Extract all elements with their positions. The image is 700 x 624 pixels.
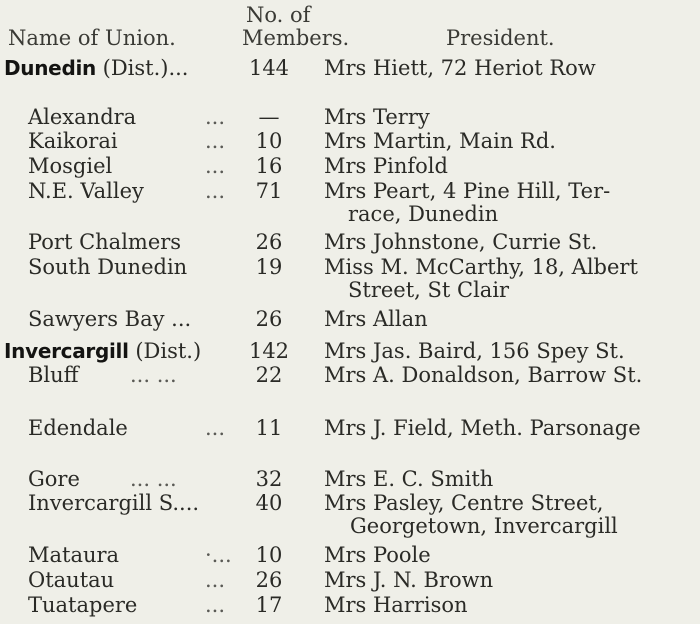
union-name-text: (Dist.) [128,339,202,363]
union-name-text: Kaikorai [28,129,118,153]
union-name [28,417,128,439]
president-name: Mrs Pinfold [324,154,448,178]
union-name [28,594,137,616]
leader-dots: ... [205,416,226,440]
president-name: Mrs Jas. Baird, 156 Spey St. [324,339,625,363]
president-name: Miss M. McCarthy, 18, Albert [324,255,638,279]
union-name [28,256,187,278]
president-continuation: Georgetown, Invercargill [350,514,618,538]
president-name: Mrs J. Field, Meth. Parsonage [324,416,641,440]
members-count: 10 [255,543,283,567]
leader-dots: ... ... [130,363,177,387]
district-name: Dunedin [4,56,96,80]
members-count: 10 [255,129,283,153]
union-name [28,492,199,514]
members-count: 26 [255,568,283,592]
union-name-text: Gore [28,467,80,491]
president-name: Mrs Harrison [324,593,468,617]
members-count: — [258,105,280,129]
members-count: 16 [255,154,283,178]
union-name [28,569,114,591]
union-name-text: Invercargill S.... [28,491,200,515]
president-name: Mrs Hiett, 72 Heriot Row [324,56,596,80]
header-president: President. [446,26,555,50]
leader-dots: ... [205,105,226,129]
president-name: Mrs Poole [324,543,431,567]
union-name-text: Edendale [28,416,128,440]
union-name-text: Otautau [28,568,115,592]
union-name [28,155,112,177]
members-count: 26 [255,230,283,254]
union-name [28,180,144,202]
leader-dots: ... [205,179,226,203]
union-name-text: Alexandra [28,105,137,129]
president-name: Mrs Martin, Main Rd. [324,129,556,153]
union-name-text: Tuatapere [28,593,138,617]
president-continuation: Street, St Clair [348,278,510,302]
union-name [28,106,136,128]
members-count: 11 [255,416,283,440]
union-name [4,340,201,362]
union-name-text: N.E. Valley [28,179,144,203]
union-name [28,544,119,566]
leader-dots: ·... [205,543,232,567]
union-name-text: Sawyers Bay ... [28,307,192,331]
union-name-text: Port Chalmers [28,230,182,254]
members-count: 142 [248,339,290,363]
union-name-text: Bluff [28,363,79,387]
leader-dots: ... [205,593,226,617]
members-count: 17 [255,593,283,617]
leader-dots: ... ... [130,467,177,491]
president-continuation: race, Dunedin [348,202,499,226]
leader-dots: ... [205,129,226,153]
president-name: Mrs J. N. Brown [324,568,494,592]
president-name: Mrs A. Donaldson, Barrow St. [324,363,643,387]
union-name-text: Mosgiel [28,154,113,178]
header-members: Members. [242,26,350,50]
president-name: Mrs Allan [324,307,428,331]
union-name [28,364,79,386]
header-no-of: No. of [246,3,311,27]
leader-dots: ... [205,154,226,178]
union-name-text: South Dunedin [28,255,188,279]
members-count: 144 [248,56,290,80]
district-name: Invercargill [4,339,129,363]
header-name-of-union: Name of Union. [8,26,176,50]
members-count: 40 [255,491,283,515]
leader-dots: ... [205,568,226,592]
president-name: Mrs Johnstone, Currie St. [324,230,598,254]
members-count: 26 [255,307,283,331]
union-name [4,57,188,79]
president-name: Mrs Peart, 4 Pine Hill, Ter- [324,179,611,203]
members-count: 71 [255,179,283,203]
union-name [28,231,181,253]
union-name-text: Mataura [28,543,120,567]
president-name: Mrs Terry [324,105,430,129]
members-count: 19 [255,255,283,279]
union-name-text: (Dist.)... [95,56,189,80]
union-name [28,468,80,490]
union-name [28,308,191,330]
members-count: 22 [255,363,283,387]
president-name: Mrs Pasley, Centre Street, [324,491,604,515]
president-name: Mrs E. C. Smith [324,467,494,491]
members-count: 32 [255,467,283,491]
union-name [28,130,118,152]
